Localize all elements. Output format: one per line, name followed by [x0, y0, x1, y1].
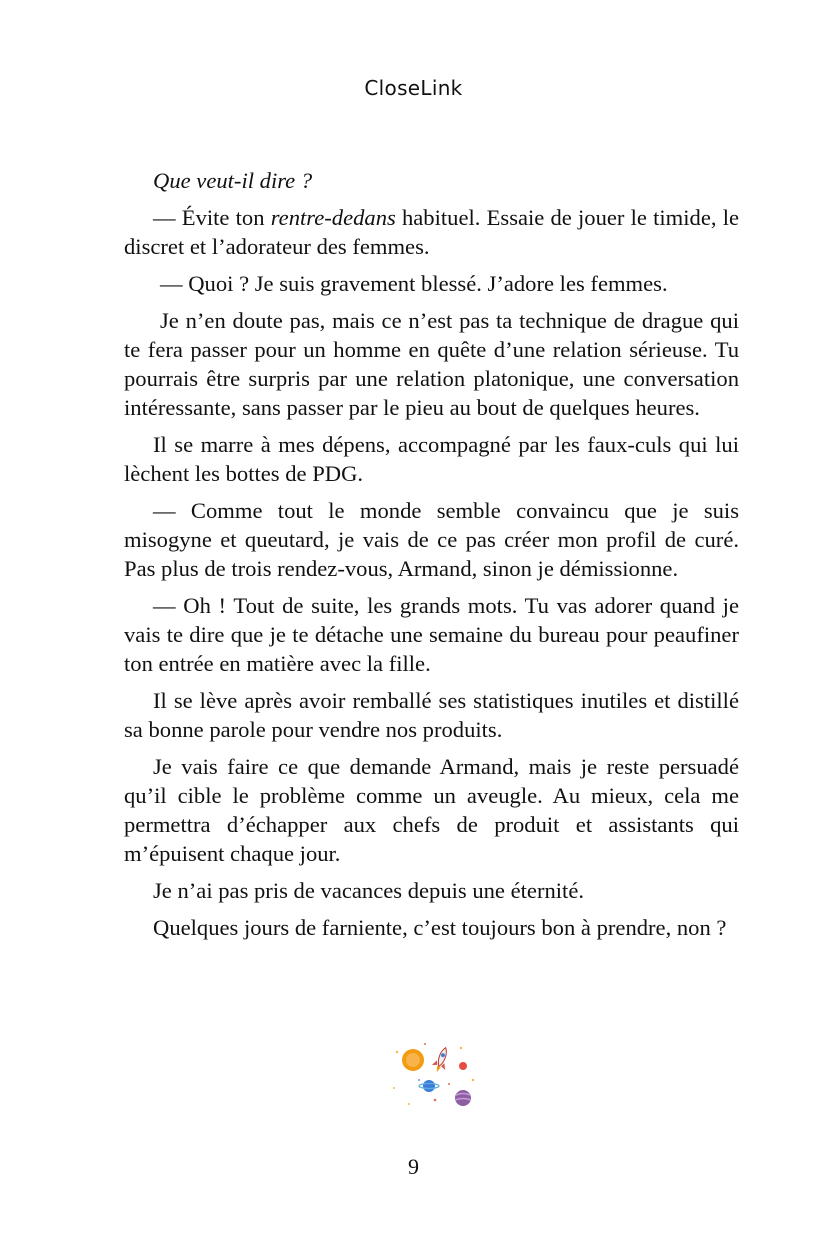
text-run: — Évite ton: [153, 205, 271, 230]
text-run: Il se lève après avoir remballé ses statistiques inutiles et distillé sa bonne parole pour vendre nos produits.: [124, 688, 739, 742]
text-run: Je n’ai pas pris de vacances depuis une éternité.: [153, 878, 584, 903]
text-run: Je n’en doute pas, mais ce n’est pas ta technique de drague qui te fera passer pour un homme en quête d’une relation sérieuse. Tu pourrais être surpris par une relation platonique, une conversation intéressante, sans passer par le pieu au bout de quelques heures.: [124, 308, 739, 420]
paragraph: [124, 306, 739, 422]
paragraph: [124, 876, 739, 905]
text-run: — Comme tout le monde semble convaincu que je suis misogyne et queutard, je vais de ce pas créer mon profil de curé. Pas plus de trois rendez-vous, Armand, sinon je démissionne.: [124, 498, 739, 581]
page-number: 9: [408, 1154, 419, 1179]
paragraph: [124, 203, 739, 261]
running-header: CloseLink: [364, 76, 463, 100]
italic-text: Que veut-il dire ?: [153, 168, 313, 193]
italic-text: rentre-dedans: [270, 205, 396, 230]
paragraph: [124, 166, 739, 195]
paragraph: [124, 752, 739, 868]
text-run: Je vais faire ce que demande Armand, mais je reste persuadé qu’il cible le problème comme un aveugle. Au mieux, cela me permettra d’échapper aux chefs de produit et assistants qui m’épuisent chaque jour.: [124, 754, 739, 866]
paragraph: [124, 686, 739, 744]
paragraph: [124, 591, 739, 678]
paragraph: [124, 269, 739, 298]
chapter-text: [124, 166, 739, 950]
text-run: — Oh ! Tout de suite, les grands mots. Tu vas adorer quand je vais te dire que je te détache une semaine du bureau pour peaufiner ton entrée en matière avec la fille.: [124, 593, 739, 676]
text-run: — Quoi ? Je suis gravement blessé. J’adore les femmes.: [160, 271, 668, 296]
space-planets-rocket-icon: [389, 1040, 479, 1112]
paragraph: [124, 913, 739, 942]
paragraph: [124, 430, 739, 488]
text-run: Quelques jours de farniente, c’est toujours bon à prendre, non ?: [153, 915, 727, 940]
paragraph: [124, 496, 739, 583]
text-run: Il se marre à mes dépens, accompagné par les faux-culs qui lui lèchent les bottes de PDG.: [124, 432, 739, 486]
text-run: habituel. Essaie de jouer le timide, le discret et l’adorateur des femmes.: [124, 205, 739, 259]
